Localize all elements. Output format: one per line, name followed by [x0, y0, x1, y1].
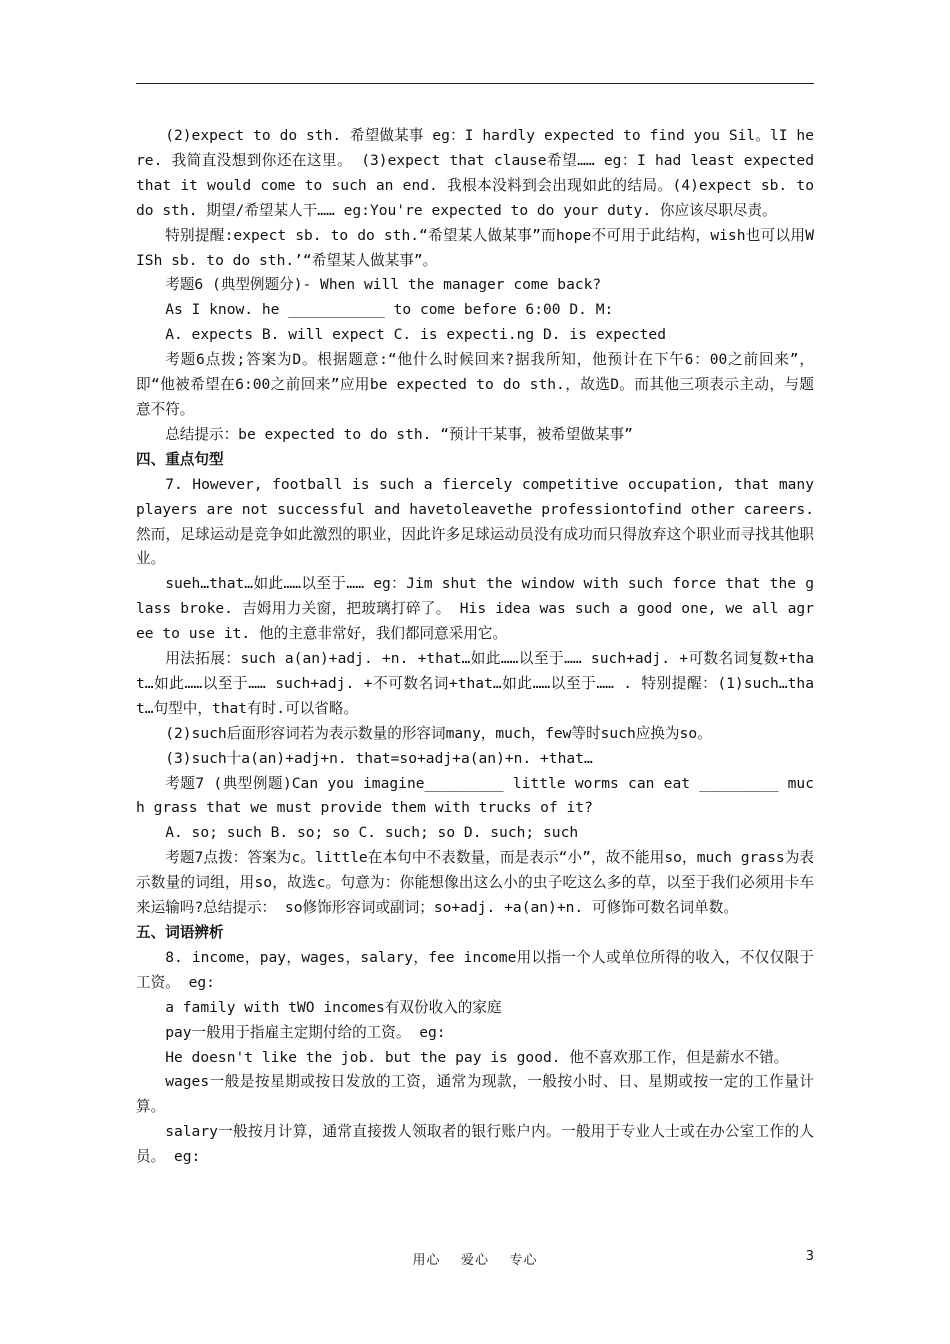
paragraph: He doesn't like the job. but the pay is good. 他不喜欢那工作，但是薪水不错。	[165, 1048, 789, 1066]
paragraph: a family with tWO incomes有双份收入的家庭	[165, 998, 502, 1016]
section-heading: 四、重点句型	[136, 450, 224, 468]
paragraph: (3)such十a(an)+adj+n. that=so+adj+a(an)+n. +that…	[165, 749, 593, 767]
paragraph: wages一般是按星期或按日发放的工资，通常为现款，一般按小时、日、星期或按一定的工作量计算。	[136, 1073, 814, 1116]
paragraph: 考题6点拨;答案为D。根据题意:“他什么时候回来?据我所知，他预计在下午6：00之前回来”，即“他被希望在6:00之前回来”应用be expected to do sth.，故选D。而其他三项表示主动，与题意不符。	[136, 351, 814, 418]
header-rule	[136, 83, 814, 84]
paragraph: 7. However, football is such a fiercely competitive occupation, that many players are not successful and havetoleavethe professiontofind other careers. 然而，足球运动是竞争如此激烈的职业，因此许多足球运动员没有成功而只得放弃这个职业而寻找其他职业。	[136, 475, 814, 568]
paragraph: 总结提示：be expected to do sth. “预计干某事，被希望做某事”	[165, 425, 633, 443]
paragraph: salary一般按月计算，通常直接拨人领取者的银行账户内。一般用于专业人士或在办公室工作的人员。 eg:	[136, 1123, 814, 1166]
paragraph: (2)such后面形容词若为表示数量的形容词many，much，few等时such应换为so。	[165, 724, 712, 742]
paragraph: A. so; such B. so; so C. such; so D. such; such	[165, 824, 579, 842]
paragraph: 特别提醒:expect sb. to do sth.“希望某人做某事”而hope不可用于此结构，wish也可以用WISh sb. to do sth.’“希望某人做某事”。	[136, 226, 814, 269]
section-heading: 五、词语辨析	[136, 924, 224, 941]
paragraph: A. expects B. will expect C. is expecti.ng D. is expected	[165, 326, 666, 344]
paragraph: (2)expect to do sth. 希望做某事 eg：I hardly expected to find you Sil。lI here. 我简直没想到你还在这里。 (3)expect that clause希望…… eg：I had least expected that it would come to such an end. 我根本没料到会出现如此的结局。(4)expect sb. to do sth. 期望/希望某人干…… eg:You're expected to do your duty. 你应该尽职尽责。	[136, 127, 814, 219]
paragraph: 考题7点拨：答案为c。little在本句中不表数量，而是表示“小”，故不能用so，much grass为表示数量的词组，用so，故选c。句意为：你能想像出这么小的虫子吃这么多的草，以至于我们必须用卡车来运输吗?总结提示： so修饰形容词或副词；so+adj. +a(an)+n. 可修饰可数名词单数。	[136, 849, 814, 917]
paragraph: As I know. he ___________ to come before 6:00 D. M:	[165, 301, 614, 319]
paragraph: 考题7 (典型例题)Can you imagine_________ little worms can eat _________ much grass that we must provide them with trucks of it?	[136, 774, 814, 817]
paragraph: 8. income，pay，wages，salary，fee income用以指一个人或单位所得的收入，不仅仅限于工资。 eg:	[136, 948, 814, 991]
paragraph: sueh…that…如此……以至于…… eg：Jim shut the window with such force that the glass broke. 吉姆用力关窗，把玻璃打碎了。 His idea was such a good one, we all agree to use it. 他的主意非常好，我们都同意采用它。	[136, 575, 814, 643]
document-body	[136, 124, 814, 1170]
page-number: 3	[805, 1249, 814, 1264]
paragraph: 考题6 (典型例题分)- When will the manager come back?	[165, 276, 602, 294]
footer-motto: 用心 爱心 专心	[412, 1253, 538, 1268]
paragraph: pay一般用于指雇主定期付给的工资。 eg:	[165, 1023, 446, 1041]
page-footer	[0, 1249, 950, 1269]
paragraph: 用法拓展：such a(an)+adj. +n. +that…如此……以至于…… such+adj. +可数名词复数+that…如此……以至于…… such+adj. +不可数名词+that…如此……以至于…… . 特别提醒：(1)such…that…句型中，that有时.可以省略。	[136, 650, 814, 717]
